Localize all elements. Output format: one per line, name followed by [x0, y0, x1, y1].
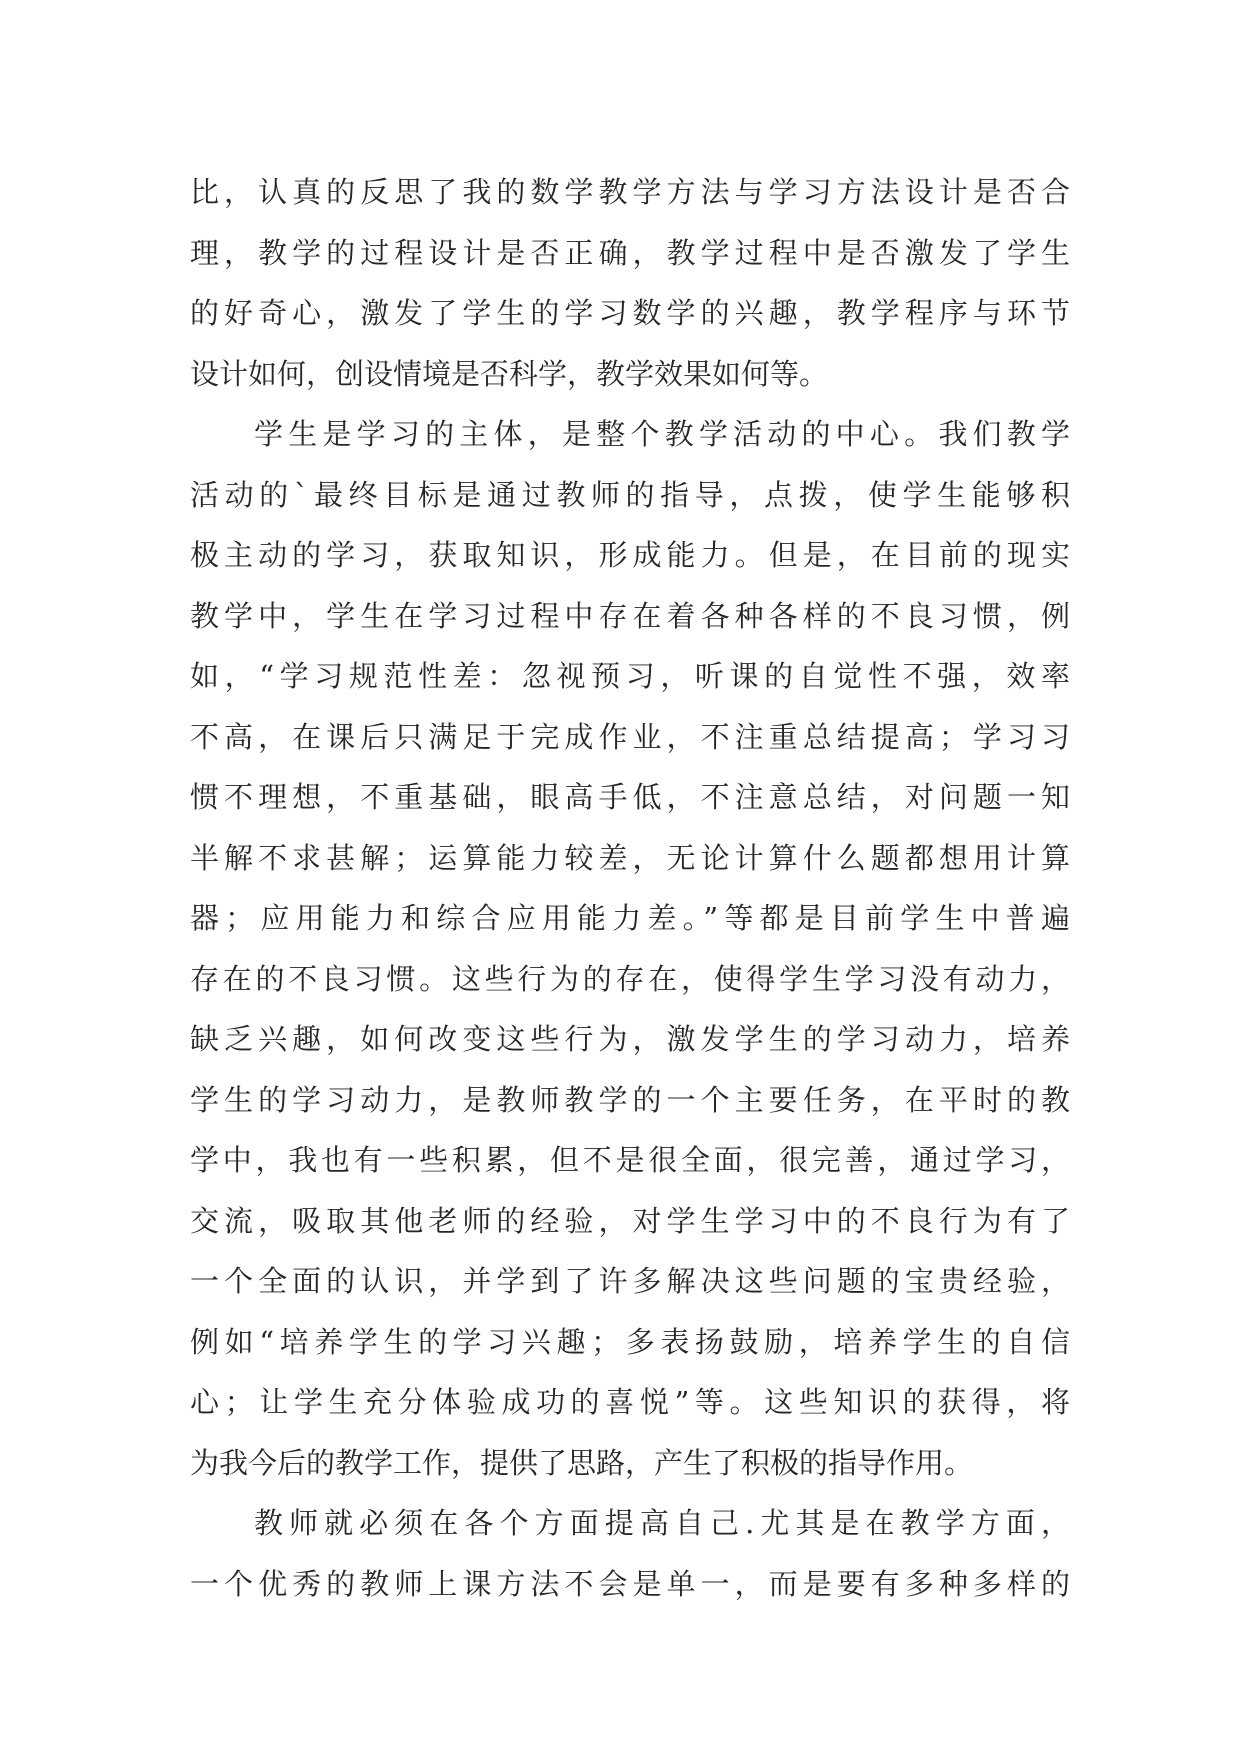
text-line: 设计如何，创设情境是否科学，教学效果如何等。 — [190, 356, 829, 391]
paragraph-first-line: 学生是学习的主体，是整个教学活动的中心。我们教学 — [254, 417, 1070, 451]
document-body — [190, 162, 1070, 1614]
text-line: 存在的不良习惯。这些行为的存在，使得学生学习没有动力， — [190, 961, 1070, 996]
text-line: 一个全面的认识，并学到了许多解决这些问题的宝贵经验， — [190, 1264, 1070, 1298]
text-line: 一个优秀的教师上课方法不会是单一，而是要有多种多样的 — [190, 1566, 1070, 1601]
text-line: 学生的学习动力，是教师教学的一个主要任务，在平时的教 — [190, 1082, 1070, 1117]
text-line: 缺乏兴趣，如何改变这些行为，激发学生的学习动力，培养 — [190, 1022, 1070, 1056]
text-line: 为我今后的教学工作，提供了思路，产生了积极的指导作用。 — [190, 1445, 974, 1480]
text-line: 比，认真的反思了我的数学教学方法与学习方法设计是否合 — [190, 175, 1070, 209]
text-line: 的好奇心，激发了学生的学习数学的兴趣，教学程序与环节 — [190, 296, 1070, 330]
text-line: 惯不理想，不重基础，眼高手低，不注意总结，对问题一知 — [190, 780, 1070, 814]
text-line: 如，“学习规范性差：忽视预习，听课的自觉性不强，效率 — [190, 659, 1070, 693]
text-line: 不高，在课后只满足于完成作业，不注重总结提高；学习习 — [190, 719, 1070, 754]
text-line: 心；让学生充分体验成功的喜悦”等。这些知识的获得，将 — [190, 1385, 1070, 1419]
text-line: 教学中，学生在学习过程中存在着各种各样的不良习惯，例 — [190, 598, 1070, 633]
text-line: 学中，我也有一些积累，但不是很全面，很完善，通过学习， — [190, 1143, 1070, 1177]
text-line: 例如“培养学生的学习兴趣；多表扬鼓励，培养学生的自信 — [190, 1324, 1070, 1359]
text-line: 半解不求甚解；运算能力较差，无论计算什么题都想用计算 — [190, 840, 1070, 875]
text-line: 交流，吸取其他老师的经验，对学生学习中的不良行为有了 — [190, 1203, 1070, 1238]
text-line: 极主动的学习，获取知识，形成能力。但是，在目前的现实 — [190, 538, 1070, 572]
text-line: 理，教学的过程设计是否正确，教学过程中是否激发了学生 — [190, 235, 1070, 270]
text-line: 活动的`最终目标是通过教师的指导，点拨，使学生能够积 — [190, 477, 1070, 512]
paragraph-first-line: 教师就必须在各个方面提高自己.尤其是在教学方面， — [254, 1506, 1070, 1540]
text-line: 器；应用能力和综合应用能力差。”等都是目前学生中普遍 — [190, 901, 1070, 935]
